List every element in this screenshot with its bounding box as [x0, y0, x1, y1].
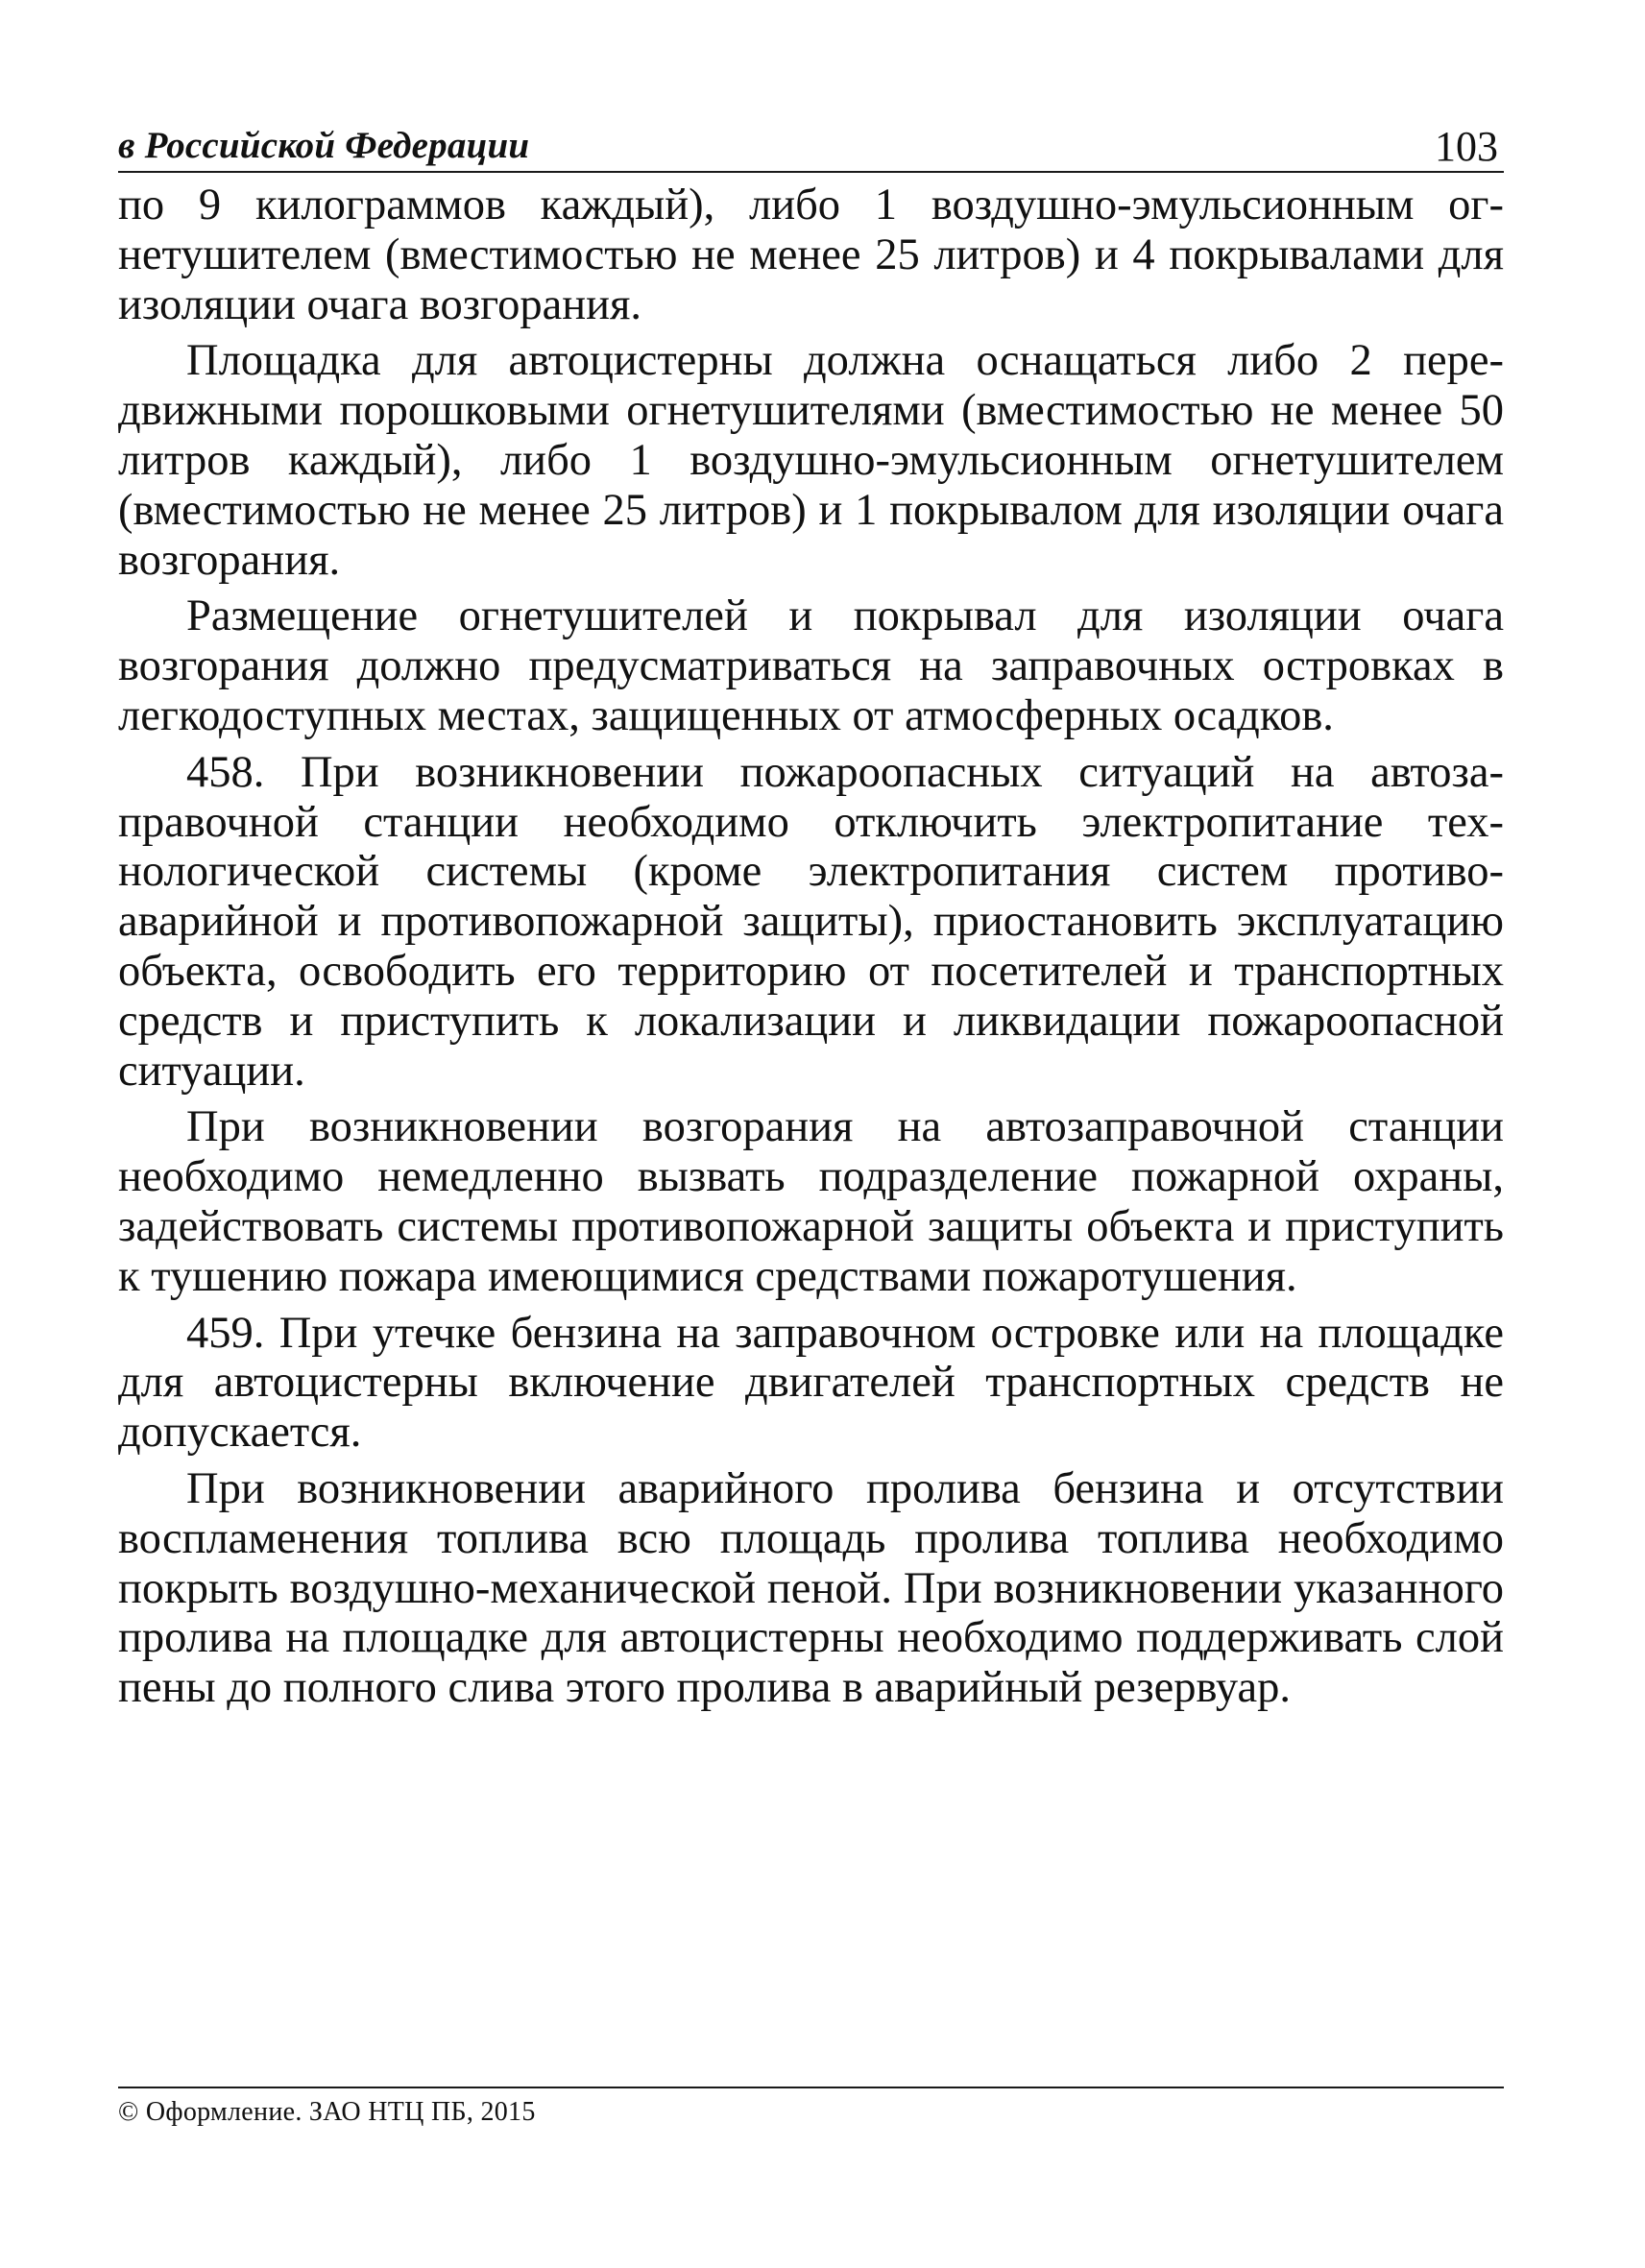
paragraph-spill-response: При возникновении аварийного пролива бензина и отсутствии воспламенения топлива всю площадь пролива топлива необходимо покрыть воздушно-механической пеной. При возникновении указанного пролива на площадке для автоцистерны необходимо поддерживать слой пены до полного слива этого пролива в аварийный резервуар. — [118, 1463, 1504, 1713]
page-number: 103 — [1435, 123, 1498, 170]
paragraph-item-459: 459. При утечке бензина на заправочном островке или на площадке для автоцистерны включение двигателей транспортных средств не допускается. — [118, 1308, 1504, 1458]
paragraph-continuation: по 9 килограммов каждый), либо 1 воздушно-эмульсионным огнетушителем (вместимостью не менее 25 литров) и 4 покрывалами для изоляции очага возгорания. — [118, 181, 1504, 329]
copyright-notice: © Оформление. ЗАО НТЦ ПБ, 2015 — [118, 2097, 536, 2127]
running-header — [118, 108, 1504, 173]
paragraph-item-458: 458. При возникновении пожароопасных ситуаций на автозаправочной станции необходимо отключить электропитание технологической системы (кроме электропитания систем противоаварийной и противопожарной защиты), приостановить эксплуатацию объекта, освободить его территорию от посетителей и транспортных средств и приступить к локализации и ликвидации пожароопасной ситуации. — [118, 747, 1504, 1096]
footer-divider — [118, 2087, 1504, 2088]
running-title: в Российской Федерации — [118, 125, 530, 166]
paragraph-tank-truck-area: Площадка для автоцистерны должна оснащаться либо 2 передвижными порошковыми огнетушителями (вместимостью не менее 50 литров каждый), либо 1 воздушно-эмульсионным огнетушителем (вместимостью не менее 25 литров) и 1 покрывалом для изоляции очага возгорания. — [118, 336, 1504, 585]
body-text — [118, 181, 1504, 1720]
paragraph-fire-response: При возникновении возгорания на автозаправочной станции необходимо немедленно вызвать подразделение пожарной охраны, задействовать системы противопожарной защиты объекта и приступить к тушению пожара имеющимися средствами пожаротушения. — [118, 1102, 1504, 1301]
paragraph-extinguisher-placement: Размещение огнетушителей и покрывал для изоляции очага возгорания должно предусматриваться на заправочных островках в легкодоступных местах, защищенных от атмосферных осадков. — [118, 591, 1504, 740]
